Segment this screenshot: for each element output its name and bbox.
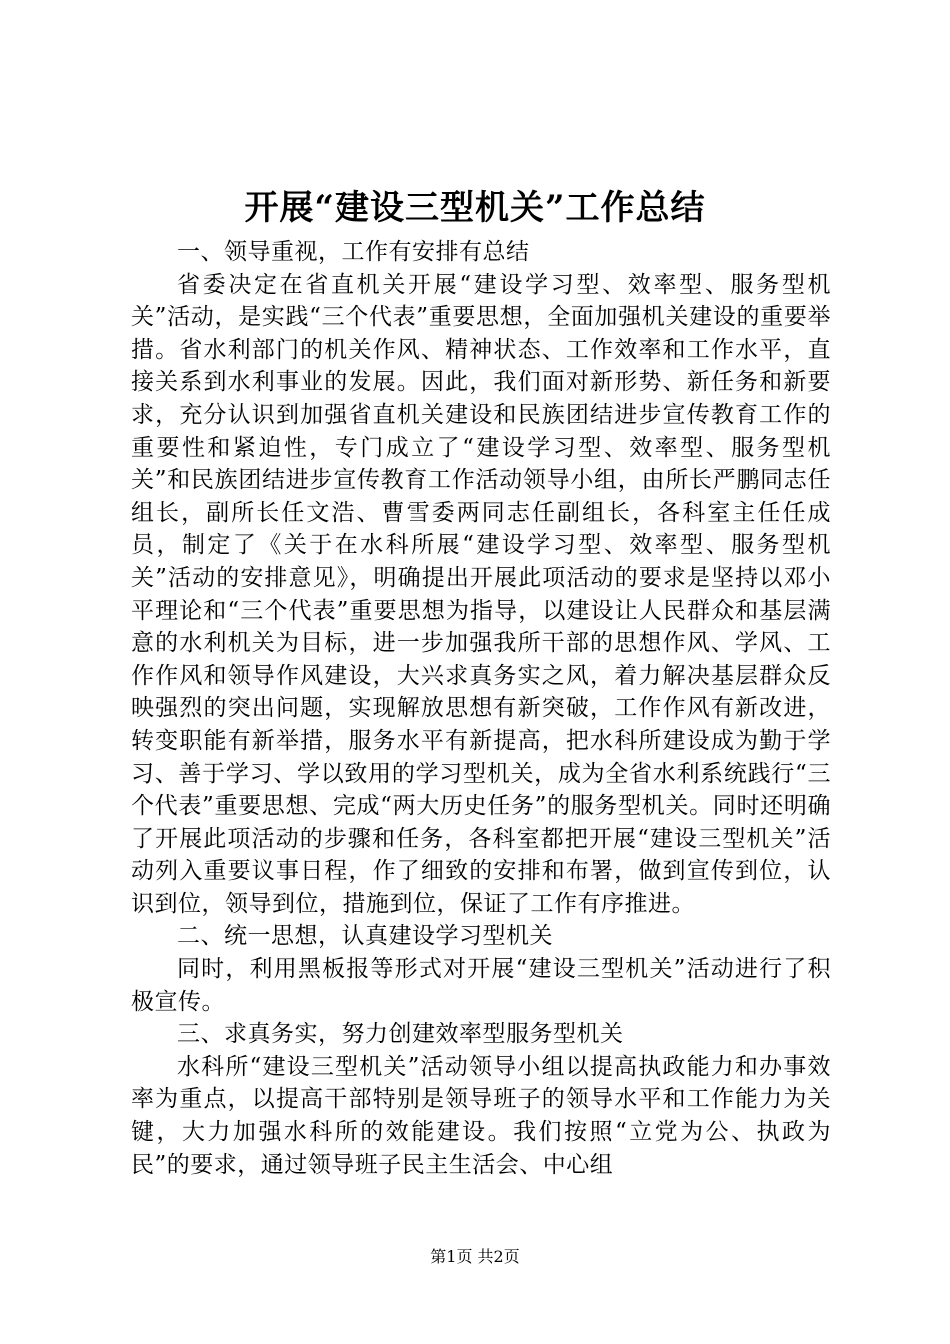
section-heading-2: 二、统一思想，认真建设学习型机关 <box>177 923 553 950</box>
document-body <box>131 236 831 1181</box>
document-title: 开展“建设三型机关”工作总结 <box>244 188 706 228</box>
section-paragraph-3: 水科所“建设三型机关”活动领导小组以提高执政能力和办事效率为重点，以提高干部特别是领导班子的领导水平和工作能力为关键，大力加强水科所的效能建设。我们按照“立党为公、执政为民”的要求，通过领导班子民主生活会、中心组 <box>131 1053 831 1178</box>
section-heading-3: 三、求真务实，努力创建效率型服务型机关 <box>177 1021 624 1048</box>
page-number-footer: 第1页 共2页 <box>430 1247 520 1266</box>
section-paragraph-2: 同时，利用黑板报等形式对开展“建设三型机关”活动进行了积极宣传。 <box>131 956 831 1015</box>
section-paragraph-1: 省委决定在省直机关开展“建设学习型、效率型、服务型机关”活动，是实践“三个代表”重要思想，全面加强机关建设的重要举措。省水利部门的机关作风、精神状态、工作效率和工作水平，直接关系到水利事业的发展。因此，我们面对新形势、新任务和新要求，充分认识到加强省直机关建设和民族团结进步宣传教育工作的重要性和紧迫性，专门成立了“建设学习型、效率型、服务型机关”和民族团结进步宣传教育工作活动领导小组，由所长严鹏同志任组长，副所长任文浩、曹雪委两同志任副组长，各科室主任任成员，制定了《关于在水科所展“建设学习型、效率型、服务型机关”活动的安排意见》，明确提出开展此项活动的要求是坚持以邓小平理论和“三个代表”重要思想为指导，以建设让人民群众和基层满意的水利机关为目标，进一步加强我所干部的思想作风、学风、工作作风和领导作风建设，大兴求真务实之风，着力解决基层群众反映强烈的突出问题，实现解放思想有新突破，工作作风有新改进，转变职能有新举措，服务水平有新提高，把水科所建设成为勤于学习、善于学习、学以致用的学习型机关，成为全省水利系统践行“三个代表”重要思想、完成“两大历史任务”的服务型机关。同时还明确了开展此项活动的步骤和任务，各科室都把开展“建设三型机关”活动列入重要议事日程，作了细致的安排和布署，做到宣传到位，认识到位，领导到位，措施到位，保证了工作有序推进。 <box>131 271 831 917</box>
section-heading-1: 一、领导重视，工作有安排有总结 <box>177 239 530 265</box>
